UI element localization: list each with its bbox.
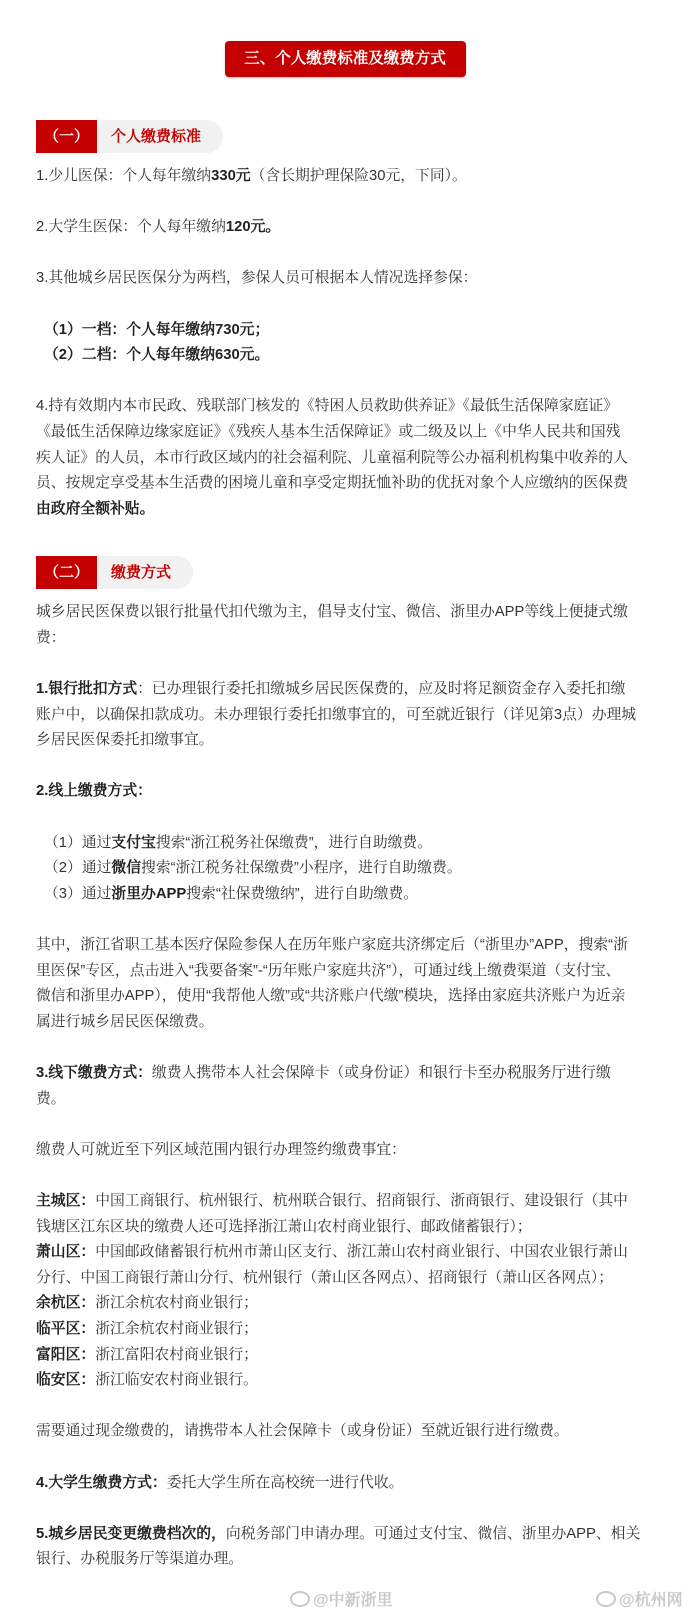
text: 费： [36,629,66,646]
text-line [36,1368,684,1394]
bold-text: 主城区： [36,1192,96,1209]
text: 员、按规定享受基本生活费的困境儿童和享受定期抚恤补助的优抚对象个人应缴纳的医保费 [36,475,628,492]
text-line [36,600,684,626]
text-line [36,318,684,344]
bold-text: （2）二档：个人每年缴纳630元。 [44,347,270,364]
section-title: 个人缴费标准 [97,120,223,153]
bold-text: 临平区： [36,1320,96,1337]
bold-text: 1.银行批扣方式 [36,681,138,698]
text-line [36,856,684,882]
text: 疾人证》的人员，本市行政区域内的社会福利院、儿童福利院等公办福利机构集中收养的人 [36,449,628,466]
text: （1）通过 [44,834,112,851]
text: 城乡居民医保费以银行批量代扣代缴为主，倡导支付宝、微信、浙里办APP等线上便捷式缴 [36,604,628,621]
paragraph [36,215,684,241]
text: 2.大学生医保：个人每年缴纳 [36,219,226,236]
text: 4.持有效期内本市民政、残联部门核发的《特困人员救助供养证》《最低生活保障家庭证》 [36,398,619,415]
paragraph [36,831,684,908]
text-line [36,1343,684,1369]
text: 《最低生活保障边缘家庭证》《残疾人基本生活保障证》或二级及以上《中华人民共和国残 [36,423,621,440]
title-banner: 三、个人缴费标准及缴费方式 [225,41,466,77]
text: 1.少儿医保：个人每年缴纳 [36,168,212,184]
text: 缴费人携带本人社会保障卡（或身份证）和银行卡至办税服务厅进行缴 [151,1065,611,1081]
text: 搜索“浙江税务社保缴费”，进行自助缴费。 [155,834,433,851]
text-line [36,1061,684,1087]
text: 浙江临安农村商业银行。 [95,1372,258,1389]
text-line [36,1547,684,1573]
text: 乡居民医保委托扣缴事宜。 [36,732,214,749]
text-line [36,1087,684,1113]
text: 钱塘区江东区块的缴费人还可选择浙江萧山农村商业银行、邮政储蓄银行）； [36,1218,532,1235]
title-banner-wrap [0,41,690,77]
text: 微信和浙里办APP），使用“我帮他人缴”或“共济账户代缴”模块，选择由家庭共济账户为近亲 [36,988,626,1005]
text: ：已办理银行委托扣缴城乡居民医保费的，应及时将足额资金存入委托扣缴 [137,681,626,698]
text-line [36,677,684,703]
text: （含长期护理保险30元，下同）。 [250,168,467,184]
text: 属进行城乡居民医保缴费。 [36,1013,214,1030]
text-line [36,1240,684,1266]
paragraph [36,1138,684,1164]
text-line [36,164,684,190]
bold-text: 微信 [111,860,142,877]
bold-text: 120元。 [225,219,281,236]
text-line [36,933,684,959]
text-line [36,446,684,472]
text-line [36,728,684,754]
text-line [36,1471,684,1497]
paragraph [36,394,684,522]
text-line [36,420,684,446]
bold-text: 2.线上缴费方式： [36,783,152,800]
bold-text: 支付宝 [111,834,156,851]
watermark-zhongxin [290,1587,393,1610]
paragraph [36,933,684,1035]
text: （3）通过 [44,885,112,902]
paragraph [36,266,684,292]
bold-text: 330元 [211,168,251,184]
paragraph [36,779,684,805]
text-line [36,266,684,292]
text: 浙江余杭农村商业银行； [95,1295,258,1312]
section-title: 缴费方式 [97,556,193,589]
paragraph [36,1522,684,1573]
bold-text: 临安区： [36,1372,96,1389]
article-body [36,120,684,1573]
text-line [36,626,684,652]
text: 搜索“社保费缴纳”，进行自助缴费。 [186,885,419,902]
text-line [36,1419,684,1445]
text-line [36,1189,684,1215]
watermark-hangzhou [596,1587,683,1610]
bold-text: 4.大学生缴费方式： [36,1474,167,1491]
text: 搜索“浙江税务社保缴费”小程序，进行自助缴费。 [141,860,462,877]
text-line [36,471,684,497]
bold-text: 3.线下缴费方式： [36,1065,152,1081]
text: （2）通过 [44,860,112,877]
section-number: （二） [36,556,97,589]
text: 向税务部门申请办理。可通过支付宝、微信、浙里办APP、相关 [225,1525,641,1542]
text-line [36,343,684,369]
text: 里医保”专区，点击进入“我要备案”-“历年账户家庭共济”），可通过线上缴费渠道（支付宝、 [36,962,621,979]
text-line [36,394,684,420]
text-line [36,215,684,241]
text: 缴费人可就近至下列区域范围内银行办理签约缴费事宜： [36,1141,406,1158]
paragraph [36,1471,684,1497]
section-header [36,556,684,589]
text-line [36,984,684,1010]
text: 浙江余杭农村商业银行； [95,1320,258,1337]
text: 需要通过现金缴费的，请携带本人社会保障卡（或身份证）至就近银行进行缴费。 [36,1423,569,1440]
text: 费。 [36,1090,66,1107]
section-number: （一） [36,120,97,153]
text-line [36,831,684,857]
section-header [36,120,684,153]
text-line [36,779,684,805]
text: 中国工商银行、杭州银行、杭州联合银行、招商银行、浙商银行、建设银行（其中 [95,1192,628,1209]
text-line [36,703,684,729]
text: 其中，浙江省职工基本医疗保险参保人在历年账户家庭共济绑定后（“浙里办”APP，搜索“浙 [36,937,628,954]
text: 分行、中国工商银行萧山分行、杭州银行（萧山区各网点）、招商银行（萧山区各网点）； [36,1269,614,1286]
text: 委托大学生所在高校统一进行代收。 [166,1474,404,1491]
paragraph [36,164,684,190]
text-line [36,1522,684,1548]
paragraph [36,677,684,754]
text-line [36,1138,684,1164]
text: 中国邮政储蓄银行杭州市萧山区支行、浙江萧山农村商业银行、中国农业银行萧山 [95,1244,628,1261]
bold-text: 5.城乡居民变更缴费档次的， [36,1525,226,1542]
weibo-icon [596,1591,616,1607]
paragraph [36,318,684,369]
watermark-text: @中新浙里 [313,1592,393,1609]
bold-text: 由政府全额补贴。 [36,500,155,517]
bold-text: 萧山区： [36,1244,96,1261]
text-line [36,1317,684,1343]
text-line [36,1266,684,1292]
paragraph [36,1061,684,1112]
text-line [36,1010,684,1036]
text-line [36,497,684,523]
bold-text: 富阳区： [36,1346,96,1363]
bold-text: 余杭区： [36,1295,96,1312]
watermark-text: @杭州网 [619,1592,683,1609]
text: 3.其他城乡居民医保分为两档，参保人员可根据本人情况选择参保： [36,270,478,287]
text-line [36,959,684,985]
text: 浙江富阳农村商业银行； [95,1346,258,1363]
text-line [36,882,684,908]
bold-text: （1）一档：个人每年缴纳730元； [44,321,270,338]
paragraph [36,1419,684,1445]
paragraph [36,600,684,651]
weibo-icon [290,1591,310,1607]
paragraph [36,1189,684,1394]
text: 账户中，以确保扣款成功。未办理银行委托扣缴事宜的，可至就近银行（详见第3点）办理城 [36,706,637,723]
text-line [36,1215,684,1241]
text-line [36,1291,684,1317]
bold-text: 浙里办APP [111,885,187,902]
text: 银行、办税服务厅等渠道办理。 [36,1551,244,1568]
